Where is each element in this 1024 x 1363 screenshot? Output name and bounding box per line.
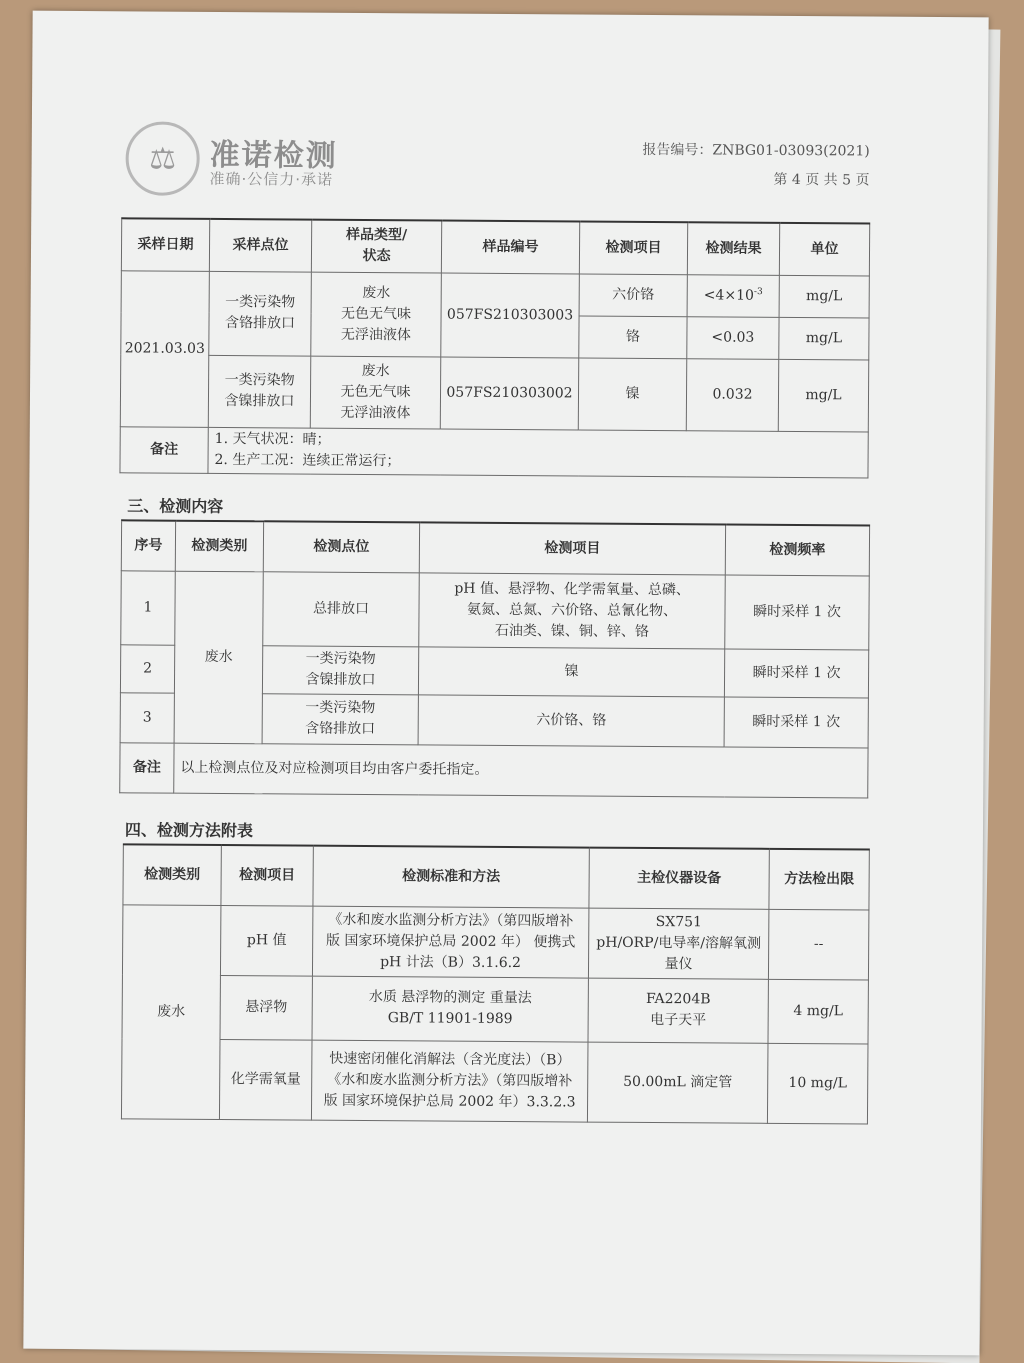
scale-icon: ⚖	[149, 140, 177, 177]
table-row	[121, 570, 869, 649]
header-category: 检测类别	[123, 844, 221, 905]
header-no: 序号	[121, 520, 175, 570]
table-row	[122, 974, 868, 1043]
remark-line: 1. 天气状况：晴；	[214, 430, 331, 448]
items: 镍	[418, 646, 724, 696]
test-item: 铬	[579, 316, 687, 359]
method: 快速密闭催化消解法（含光度法）（B） 《水和废水监测分析方法》（第四版增补 版 国家环境保护总局 2002 年）3.3.2.3	[311, 1040, 588, 1122]
unit: mg/L	[778, 359, 869, 432]
report-page	[23, 11, 988, 1356]
report-number: 报告编号：ZNBG01-03093(2021)	[642, 141, 870, 160]
company-name: 准诺检测	[209, 137, 338, 174]
header-sampling-point: 采样点位	[209, 219, 311, 272]
test-item: 六价铬	[579, 274, 687, 317]
results-table	[119, 217, 870, 478]
header-sampling-date: 采样日期	[121, 218, 209, 271]
detection-limit: 4 mg/L	[768, 979, 868, 1044]
header-test-item: 检测项目	[579, 222, 687, 275]
item: pH 值	[220, 905, 312, 976]
test-content-table	[119, 519, 870, 798]
sample-type: 废水 无色无气味 无浮油液体	[311, 272, 442, 357]
frequency: 瞬时采样 1 次	[724, 649, 868, 698]
remarks-row	[120, 742, 868, 797]
page-number: 第 4 页 共 5 页	[773, 171, 870, 189]
section-title-test-content: 三、检测内容	[127, 496, 224, 517]
items: 六价铬、铬	[418, 694, 724, 746]
row-no: 2	[120, 644, 174, 692]
header-detection-limit: 方法检出限	[769, 849, 869, 910]
header-sample-no: 样品编号	[441, 221, 579, 274]
test-result: 0.032	[686, 358, 779, 431]
header-sample-type: 样品类型/ 状态	[311, 220, 441, 273]
section-title-methods: 四、检测方法附表	[124, 820, 254, 841]
row-no: 3	[120, 692, 174, 742]
item: 悬浮物	[220, 975, 312, 1040]
point: 总排放口	[263, 571, 420, 646]
instrument: FA2204B 电子天平	[588, 978, 768, 1043]
detection-limit: --	[768, 909, 868, 980]
header-unit: 单位	[779, 223, 869, 276]
unit: mg/L	[779, 275, 869, 318]
remarks: 以上检测点位及对应检测项目均由客户委托指定。	[174, 743, 868, 798]
sample-no: 057FS210303002	[440, 357, 578, 430]
header-frequency: 检测频率	[725, 525, 869, 576]
sampling-point: 一类污染物 含镍排放口	[208, 355, 311, 428]
items: pH 值、悬浮物、化学需氧量、总磷、 氨氮、总氮、六价铬、总氰化物、 石油类、镍、铜、锌、铬	[419, 572, 726, 648]
sample-no: 057FS210303003	[441, 273, 580, 358]
header-item: 检测项目	[221, 845, 313, 906]
table-row	[121, 1038, 868, 1123]
frequency: 瞬时采样 1 次	[724, 697, 868, 748]
test-result: $<4\times 10^{-3}$	[687, 274, 779, 317]
detection-limit: 10 mg/L	[767, 1043, 868, 1124]
header-point: 检测点位	[263, 521, 419, 572]
point: 一类污染物 含铬排放口	[262, 693, 418, 744]
header-test-result: 检测结果	[687, 222, 779, 275]
test-result: <0.03	[687, 316, 779, 359]
methods-table	[121, 843, 870, 1124]
remarks-label: 备注	[120, 742, 174, 792]
instrument: SX751 pH/ORP/电导率/溶解氧测 量仪	[588, 908, 768, 979]
test-item: 镍	[578, 358, 687, 431]
category: 废水	[121, 904, 220, 1119]
header-items: 检测项目	[419, 522, 725, 574]
sampling-date: 2021.03.03	[120, 270, 209, 427]
point: 一类污染物 含镍排放口	[262, 645, 418, 694]
unit: mg/L	[779, 317, 869, 360]
method: 水质 悬浮物的测定 重量法 GB/T 11901-1989	[312, 976, 588, 1042]
frequency: 瞬时采样 1 次	[725, 575, 870, 650]
header-method: 检测标准和方法	[313, 846, 589, 908]
company-seal-logo	[125, 121, 200, 196]
item: 化学需氧量	[219, 1039, 312, 1120]
instrument: 50.00mL 滴定管	[587, 1042, 768, 1123]
remark-line: 2. 生产工况：连续正常运行；	[214, 451, 401, 470]
category: 废水	[174, 571, 263, 744]
table-row	[122, 904, 868, 979]
sampling-point: 一类污染物 含铬排放口	[209, 271, 312, 356]
remarks-row	[120, 426, 868, 477]
table-row	[120, 354, 868, 431]
table-row	[121, 270, 869, 317]
header-instrument: 主检仪器设备	[589, 848, 769, 909]
remarks	[208, 427, 868, 478]
row-no: 1	[121, 570, 176, 644]
method: 《水和废水监测分析方法》（第四版增补 版 国家环境保护总局 2002 年） 便携式 pH 计法（B）3.1.6.2	[312, 906, 588, 978]
sample-type: 废水 无色无气味 无浮油液体	[310, 356, 440, 429]
company-slogan: 准确·公信力·承诺	[209, 169, 334, 189]
header-category: 检测类别	[175, 521, 263, 572]
remarks-label: 备注	[120, 426, 208, 473]
